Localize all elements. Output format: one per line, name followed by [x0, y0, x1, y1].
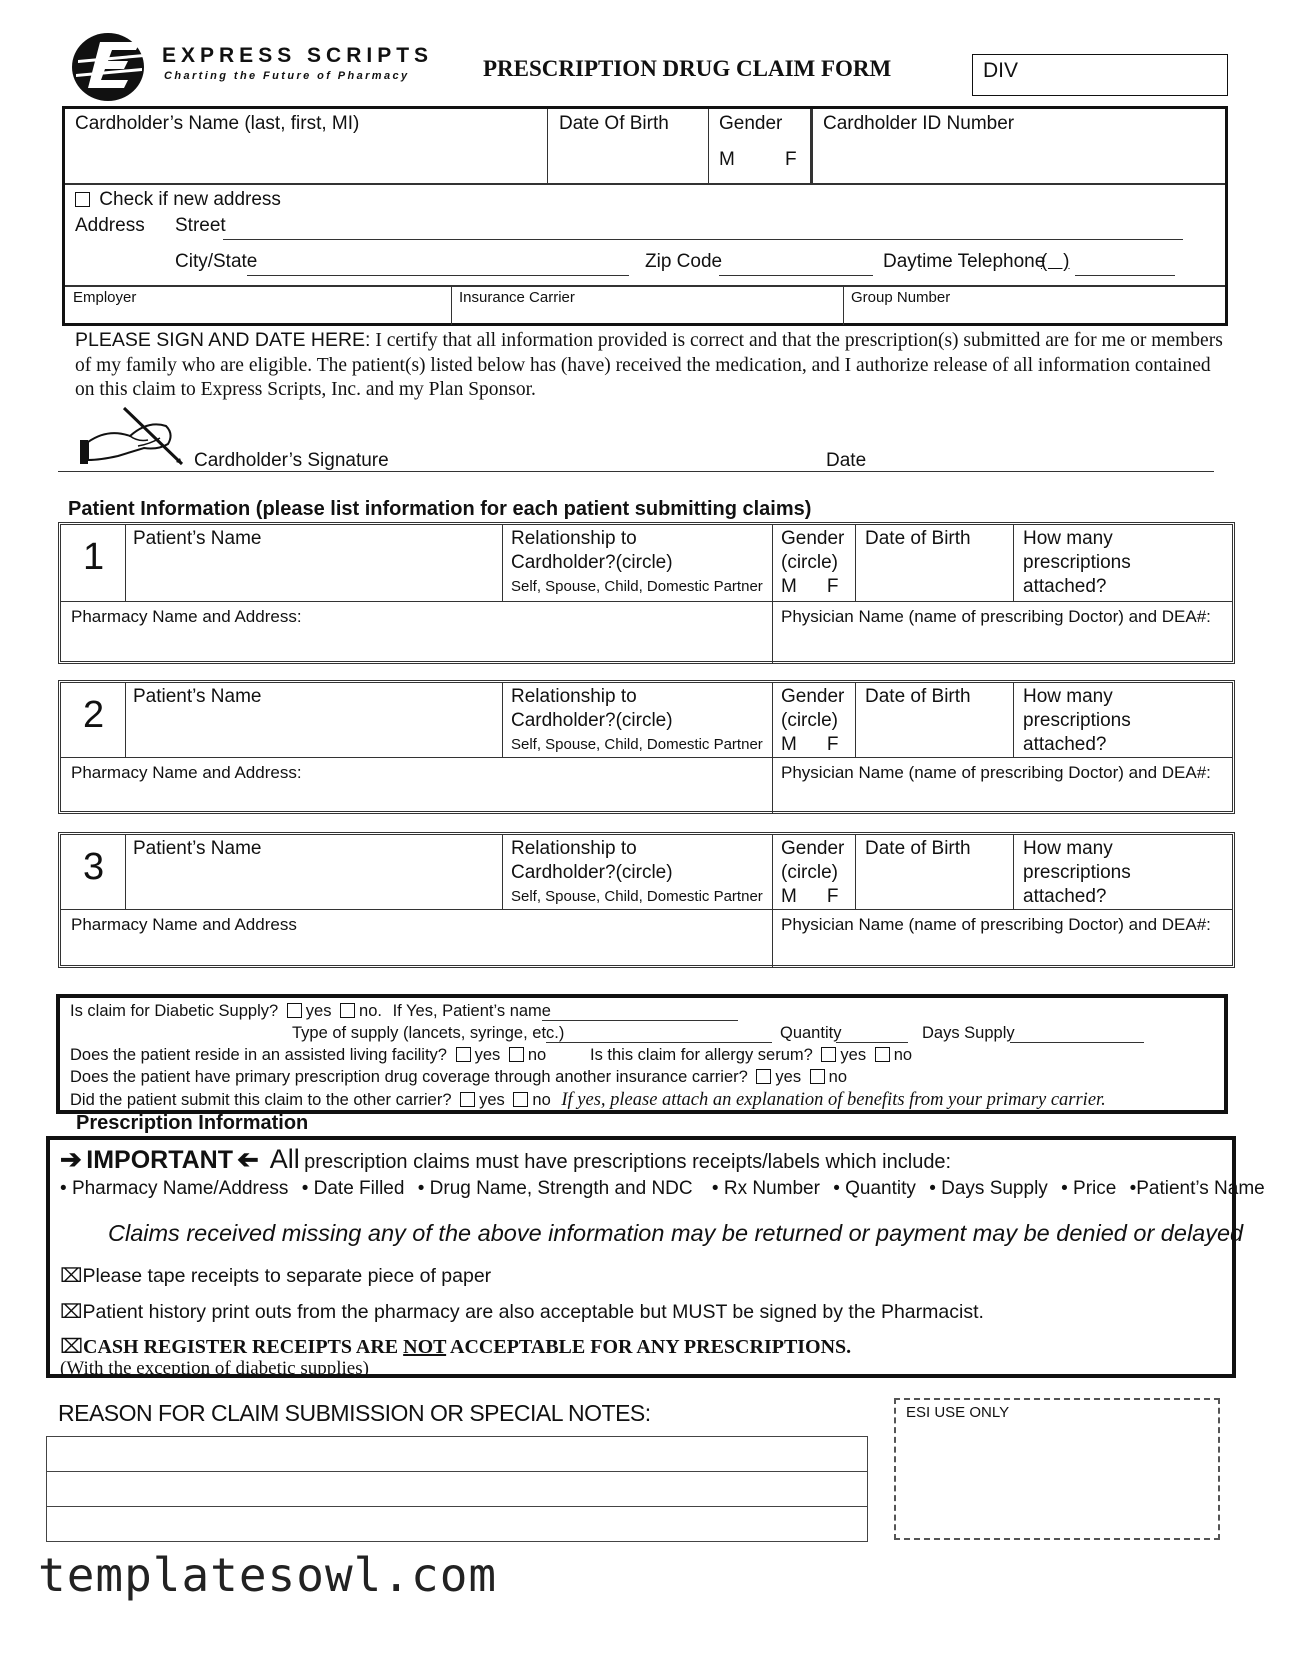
quantity-input[interactable]	[836, 1024, 908, 1043]
cardholder-id-label: Cardholder ID Number	[823, 113, 1015, 134]
cash-note-part-2: ACCEPTABLE FOR ANY PRESCRIPTIONS.	[446, 1336, 852, 1358]
patient-dob-label: Date of Birth	[865, 838, 971, 859]
gender-label-1: Gender	[781, 838, 845, 859]
carrier-field[interactable]	[459, 289, 829, 323]
date-label: Date	[826, 450, 867, 471]
required-item: • Pharmacy Name/Address	[60, 1178, 289, 1199]
gender-label-2: (circle)	[781, 710, 838, 731]
physician-label: Physician Name (name of prescribing Doctor) and DEA#:	[781, 607, 1211, 626]
allergy-yes-label: yes	[840, 1046, 867, 1064]
supply-type-input[interactable]	[546, 1024, 772, 1043]
relationship-options: Self, Spouse, Child, Domestic Partner	[511, 578, 763, 595]
required-item: • Date Filled	[301, 1178, 405, 1199]
rx-label-1: How many	[1023, 686, 1113, 707]
relationship-label-2: Cardholder?(circle)	[511, 862, 673, 883]
arrow-right-icon: ➔	[60, 1144, 82, 1174]
signature-line[interactable]	[58, 452, 1214, 472]
claim-questions-section	[56, 994, 1228, 1114]
required-item: • Quantity	[833, 1178, 916, 1199]
rx-label-2: prescriptions	[1023, 710, 1131, 731]
group-field[interactable]	[851, 289, 1221, 323]
diabetic-question: Is claim for Diabetic Supply?	[70, 1002, 279, 1020]
patient-number: 2	[83, 694, 105, 736]
patient-block-3	[58, 832, 1235, 968]
patient-dob-label: Date of Birth	[865, 528, 971, 549]
notes-title: REASON FOR CLAIM SUBMISSION OR SPECIAL NOTES:	[58, 1400, 651, 1426]
new-address-label: Check if new address	[99, 189, 281, 210]
eob-note: If yes, please attach an explanation of benefits from your primary carrier.	[561, 1090, 1106, 1110]
quantity-label: Quantity	[780, 1024, 842, 1042]
allergy-question: Is this claim for allergy serum?	[590, 1046, 813, 1064]
city-input[interactable]	[247, 253, 629, 276]
patient-name-field[interactable]	[133, 837, 493, 905]
rx-label-2: prescriptions	[1023, 862, 1131, 883]
employer-field[interactable]	[73, 289, 443, 323]
gender-m[interactable]: M	[781, 886, 797, 907]
primary-no-label: no	[828, 1068, 848, 1086]
important-all: All	[269, 1144, 300, 1174]
history-note	[60, 1300, 984, 1324]
phone-label: Daytime Telephone	[883, 251, 1046, 272]
form-title: PRESCRIPTION DRUG CLAIM FORM	[483, 56, 892, 81]
cardholder-gender-label: Gender	[719, 113, 783, 134]
patient-rx-count-field[interactable]	[1023, 527, 1223, 599]
relationship-options: Self, Spouse, Child, Domestic Partner	[511, 888, 763, 905]
notes-line-3[interactable]	[47, 1507, 867, 1541]
esi-use-only-label: ESI USE ONLY	[906, 1404, 1010, 1421]
diabetic-yes-label: yes	[305, 1002, 332, 1020]
gender-label-2: (circle)	[781, 862, 838, 883]
gender-f[interactable]: F	[826, 886, 839, 907]
assisted-no-label: no	[527, 1046, 547, 1064]
patient-block-1	[58, 522, 1235, 664]
relationship-label-2: Cardholder?(circle)	[511, 552, 673, 573]
required-item: • Days Supply	[929, 1178, 1048, 1199]
cardholder-gender-m[interactable]: M	[719, 149, 735, 170]
gender-m[interactable]: M	[781, 734, 797, 755]
relationship-label-2: Cardholder?(circle)	[511, 710, 673, 731]
pharmacy-field[interactable]	[71, 761, 761, 809]
zip-label: Zip Code	[645, 251, 723, 272]
rx-label-3: attached?	[1023, 886, 1107, 907]
allergy-row	[590, 1046, 912, 1065]
cash-note-part-1: CASH REGISTER RECEIPTS ARE	[83, 1336, 404, 1358]
patient-rx-count-field[interactable]	[1023, 837, 1223, 909]
physician-field[interactable]	[781, 913, 1231, 961]
primary-no-checkbox[interactable]	[810, 1069, 825, 1084]
cardholder-gender-field[interactable]	[719, 113, 807, 181]
new-address-checkbox-row[interactable]	[75, 189, 281, 211]
phone-input[interactable]	[1075, 253, 1175, 276]
patient-name-field[interactable]	[133, 685, 493, 753]
days-supply-input[interactable]	[1010, 1024, 1144, 1043]
watermark: templatesowl.com	[38, 1548, 498, 1602]
missing-info-warning: Claims received missing any of the above information may be returned or payment may be denied or delayed	[108, 1220, 1244, 1246]
patient-block-2	[58, 680, 1235, 814]
express-scripts-logo-icon	[70, 30, 150, 102]
gender-label-1: Gender	[781, 686, 845, 707]
rx-label-3: attached?	[1023, 576, 1107, 597]
zip-input[interactable]	[719, 253, 873, 276]
pharmacy-field[interactable]	[71, 913, 761, 961]
notes-line-1[interactable]	[47, 1437, 867, 1472]
prescription-info-section	[46, 1136, 1265, 1379]
other-carrier-row	[70, 1090, 1106, 1111]
required-item: • Drug Name, Strength and NDC	[417, 1178, 693, 1199]
street-label: Street	[175, 215, 226, 236]
pharmacy-field[interactable]	[71, 605, 761, 657]
rx-label-1: How many	[1023, 838, 1113, 859]
certification-lead: PLEASE SIGN AND DATE HERE:	[75, 329, 371, 351]
important-intro: prescription claims must have prescriptions receipts/labels which include:	[304, 1151, 952, 1173]
gender-f[interactable]: F	[826, 576, 839, 597]
assisted-living-question: Does the patient reside in an assisted living facility?	[70, 1046, 447, 1064]
physician-label: Physician Name (name of prescribing Doctor) and DEA#:	[781, 915, 1211, 934]
assisted-living-row	[70, 1046, 546, 1065]
relationship-label-1: Relationship to	[511, 528, 637, 549]
patient-dob-field[interactable]	[865, 527, 1009, 597]
cardholder-name-label: Cardholder’s Name (last, first, MI)	[75, 113, 360, 134]
assisted-no-checkbox[interactable]	[509, 1047, 524, 1062]
primary-yes-checkbox[interactable]	[756, 1069, 771, 1084]
notes-line-2[interactable]	[47, 1472, 867, 1507]
patient-section-title: Patient Information (please list information for each patient submitting claims)	[68, 498, 812, 520]
relationship-label-1: Relationship to	[511, 686, 637, 707]
new-address-checkbox[interactable]	[75, 192, 90, 207]
address-label: Address	[75, 215, 145, 236]
rx-label-3: attached?	[1023, 734, 1107, 755]
patient-rx-count-field[interactable]	[1023, 685, 1223, 757]
patient-number: 1	[83, 536, 105, 578]
certification-text	[75, 328, 1225, 403]
other-carrier-yes-label: yes	[479, 1091, 505, 1109]
checked-box-icon: ⌧	[60, 1265, 83, 1287]
assisted-yes-checkbox[interactable]	[456, 1047, 471, 1062]
physician-field[interactable]	[781, 605, 1231, 657]
patient-name-label: Patient’s Name	[133, 838, 262, 859]
cardholder-gender-f[interactable]: F	[785, 149, 797, 170]
patient-number: 3	[83, 846, 105, 888]
street-input[interactable]	[223, 217, 1183, 240]
relationship-options: Self, Spouse, Child, Domestic Partner	[511, 736, 763, 753]
patient-name-field[interactable]	[133, 527, 493, 597]
cardholder-name-field[interactable]	[75, 113, 359, 135]
allergy-no-label: no	[893, 1046, 913, 1064]
required-item: • Price	[1061, 1178, 1117, 1199]
allergy-yes-checkbox[interactable]	[821, 1047, 836, 1062]
physician-label: Physician Name (name of prescribing Doctor) and DEA#:	[781, 763, 1211, 782]
gender-f[interactable]: F	[826, 734, 839, 755]
exception-note: (With the exception of diabetic supplies)	[60, 1358, 369, 1379]
logo	[70, 30, 440, 102]
cardholder-section	[62, 106, 1228, 326]
rx-label-2: prescriptions	[1023, 552, 1131, 573]
patient-relationship-field[interactable]	[511, 837, 769, 909]
other-carrier-no-checkbox[interactable]	[513, 1092, 528, 1107]
supply-type-label: Type of supply (lancets, syringe, etc.)	[292, 1024, 565, 1042]
city-label: City/State	[175, 251, 258, 272]
other-carrier-yes-checkbox[interactable]	[460, 1092, 475, 1107]
div-label: DIV	[983, 59, 1019, 82]
diabetic-no-checkbox[interactable]	[340, 1003, 355, 1018]
cardholder-id-field[interactable]	[823, 113, 1014, 135]
assisted-yes-label: yes	[474, 1046, 501, 1064]
other-carrier-no-label: no	[532, 1091, 551, 1109]
prescription-section-title: Prescription Information	[76, 1112, 309, 1134]
primary-coverage-question: Does the patient have primary prescription drug coverage through another insurance carrier?	[70, 1068, 748, 1086]
phone-paren: ( )	[1041, 251, 1070, 272]
relationship-label-1: Relationship to	[511, 838, 637, 859]
carrier-label: Insurance Carrier	[459, 289, 575, 306]
patient-gender-field[interactable]	[781, 685, 853, 757]
diabetic-row	[70, 1002, 551, 1021]
patient-dob-label: Date of Birth	[865, 686, 971, 707]
brand-tagline: Charting the Future of Pharmacy	[164, 70, 410, 82]
pharmacy-label: Pharmacy Name and Address	[71, 915, 297, 934]
pharmacy-label: Pharmacy Name and Address:	[71, 763, 302, 782]
primary-yes-label: yes	[775, 1068, 802, 1086]
employer-label: Employer	[73, 289, 137, 306]
cash-note-not: NOT	[403, 1336, 447, 1358]
gender-m[interactable]: M	[781, 576, 797, 597]
patient-name-label: Patient’s Name	[133, 528, 262, 549]
diabetic-patient-name-input[interactable]	[542, 1002, 738, 1021]
important-label: IMPORTANT	[86, 1146, 233, 1174]
patient-relationship-field[interactable]	[511, 527, 769, 599]
required-item: •Patient’s Name	[1129, 1178, 1265, 1199]
important-row	[60, 1144, 951, 1175]
other-carrier-question: Did the patient submit this claim to the other carrier?	[70, 1091, 452, 1109]
diabetic-patient-name-label: If Yes, Patient’s name	[392, 1002, 551, 1020]
diabetic-no-label: no.	[359, 1002, 382, 1020]
group-label: Group Number	[851, 289, 951, 306]
patient-dob-field[interactable]	[865, 837, 1009, 905]
cash-register-note	[60, 1334, 851, 1359]
patient-relationship-field[interactable]	[511, 685, 769, 757]
pharmacy-label: Pharmacy Name and Address:	[71, 607, 302, 626]
allergy-no-checkbox[interactable]	[875, 1047, 890, 1062]
tape-note-text: Please tape receipts to separate piece of paper	[82, 1265, 492, 1287]
patient-dob-field[interactable]	[865, 685, 1009, 753]
required-item: • Rx Number	[711, 1178, 820, 1199]
required-items-list	[60, 1178, 1265, 1200]
rx-label-1: How many	[1023, 528, 1113, 549]
patient-gender-field[interactable]	[781, 527, 853, 599]
checked-box-icon: ⌧	[60, 1336, 84, 1358]
cardholder-dob-field[interactable]	[559, 113, 669, 135]
arrow-left-icon: ➔	[237, 1144, 260, 1174]
cardholder-dob-label: Date Of Birth	[559, 113, 669, 134]
primary-coverage-row	[70, 1068, 847, 1087]
gender-label-1: Gender	[781, 528, 845, 549]
checked-box-icon: ⌧	[60, 1301, 83, 1323]
diabetic-yes-checkbox[interactable]	[287, 1003, 302, 1018]
div-field[interactable]	[972, 54, 1228, 96]
days-supply-label: Days Supply	[922, 1024, 1015, 1042]
certification-body: I certify that all information provided is correct and that the prescription(s) submitted are for me or members of my family who are eligible. The patient(s) listed below has (have) received the medication, and I authorize release of all information contained on this claim to Express Scripts, Inc. and my Plan Sponsor.	[75, 330, 1223, 400]
gender-label-2: (circle)	[781, 552, 838, 573]
signature-label: Cardholder’s Signature	[194, 450, 389, 471]
history-note-text: Patient history print outs from the pharmacy are also acceptable but MUST be signed by the Pharmacist.	[82, 1301, 984, 1323]
brand-name: EXPRESS SCRIPTS	[162, 44, 434, 67]
esi-use-only-box	[894, 1398, 1220, 1540]
patient-name-label: Patient’s Name	[133, 686, 262, 707]
patient-gender-field[interactable]	[781, 837, 853, 909]
tape-note	[60, 1264, 491, 1288]
physician-field[interactable]	[781, 761, 1231, 809]
notes-box	[46, 1436, 868, 1542]
